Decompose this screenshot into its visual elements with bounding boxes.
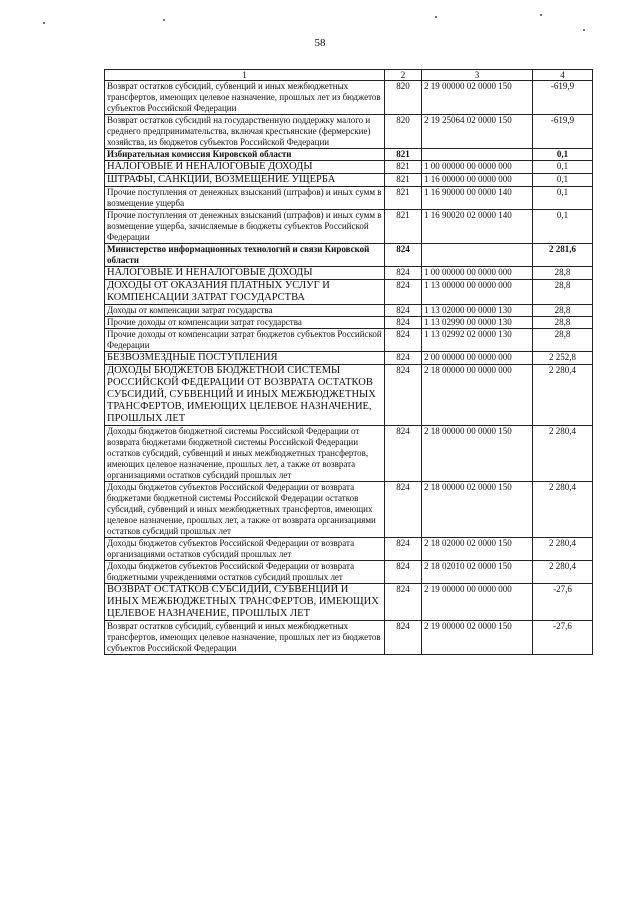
table-row	[105, 561, 593, 584]
row-name-cell: ДОХОДЫ БЮДЖЕТОВ БЮДЖЕТНОЙ СИСТЕМЫ РОССИЙСКОЙ ФЕДЕРАЦИИ ОТ ВОЗВРАТА ОСТАТКОВ СУБСИДИЙ, СУБВЕНЦИЙ И ИНЫХ МЕЖБЮДЖЕТНЫХ ТРАНСФЕРТОВ, ИМЕЮЩИХ ЦЕЛЕВОЕ НАЗНАЧЕНИЕ, ПРОШЛЫХ ЛЕТ	[105, 365, 385, 426]
row-name-cell: НАЛОГОВЫЕ И НЕНАЛОГОВЫЕ ДОХОДЫ	[105, 161, 385, 174]
table-row	[105, 538, 593, 561]
table-row	[105, 161, 593, 174]
row-amount-cell: 2 280,4	[533, 426, 593, 482]
row-name-cell: Доходы бюджетов субъектов Российской Федерации от возврата бюджетными учреждениями остатков субсидий прошлых лет	[105, 561, 385, 584]
row-classifier-code-cell: 2 18 02010 02 0000 150	[422, 561, 533, 584]
row-name-cell: Прочие поступления от денежных взысканий (штрафов) и иных сумм в возмещение ущерба	[105, 187, 385, 210]
row-classifier-code-cell: 1 16 90000 00 0000 140	[422, 187, 533, 210]
row-amount-cell: 2 252,8	[533, 352, 593, 365]
row-name-cell: Прочие доходы от компенсации затрат государства	[105, 317, 385, 329]
table-row	[105, 365, 593, 426]
row-amount-cell: -27,6	[533, 584, 593, 621]
row-amount-cell: 0,1	[533, 210, 593, 244]
row-amount-cell: 28,8	[533, 280, 593, 305]
row-name-cell: ДОХОДЫ ОТ ОКАЗАНИЯ ПЛАТНЫХ УСЛУГ И КОМПЕНСАЦИИ ЗАТРАТ ГОСУДАРСТВА	[105, 280, 385, 305]
row-classifier-code-cell: 2 18 00000 00 0000 000	[422, 365, 533, 426]
row-classifier-code-cell: 2 00 00000 00 0000 000	[422, 352, 533, 365]
row-admin-code-cell: 820	[385, 115, 422, 149]
scan-speck	[540, 14, 542, 16]
row-name-cell: БЕЗВОЗМЕЗДНЫЕ ПОСТУПЛЕНИЯ	[105, 352, 385, 365]
row-name-cell: Возврат остатков субсидий, субвенций и иных межбюджетных трансфертов, имеющих целевое назначение, прошлых лет из бюджетов субъектов Российской Федерации	[105, 621, 385, 655]
row-admin-code-cell: 824	[385, 280, 422, 305]
page-number: 58	[314, 37, 326, 49]
table-row	[105, 174, 593, 187]
row-amount-cell: 0,1	[533, 161, 593, 174]
scan-speck	[583, 29, 585, 31]
revenue-table	[104, 69, 593, 655]
row-classifier-code-cell: 1 13 02992 02 0000 130	[422, 329, 533, 352]
row-classifier-code-cell: 1 13 00000 00 0000 000	[422, 280, 533, 305]
row-admin-code-cell: 824	[385, 426, 422, 482]
row-admin-code-cell: 824	[385, 365, 422, 426]
table-body	[105, 81, 593, 655]
row-admin-code-cell: 824	[385, 305, 422, 317]
row-classifier-code-cell: 2 18 00000 02 0000 150	[422, 482, 533, 538]
table-row	[105, 352, 593, 365]
row-admin-code-cell: 821	[385, 210, 422, 244]
row-name-cell: ВОЗВРАТ ОСТАТКОВ СУБСИДИЙ, СУБВЕНЦИЙ И ИНЫХ МЕЖБЮДЖЕТНЫХ ТРАНСФЕРТОВ, ИМЕЮЩИХ ЦЕЛЕВОЕ НАЗНАЧЕНИЕ, ПРОШЛЫХ ЛЕТ	[105, 584, 385, 621]
row-admin-code-cell: 821	[385, 187, 422, 210]
scan-speck	[163, 19, 165, 21]
column-header: 1	[105, 70, 385, 81]
row-name-cell: Возврат остатков субсидий на государственную поддержку малого и среднего предпринимательства, включая крестьянские (фермерские) хозяйства, из бюджетов субъектов Российской Федерации	[105, 115, 385, 149]
row-name-cell: Прочие доходы от компенсации затрат бюджетов субъектов Российской Федерации	[105, 329, 385, 352]
table-row	[105, 426, 593, 482]
row-amount-cell: 2 280,4	[533, 561, 593, 584]
table-row	[105, 482, 593, 538]
row-amount-cell: 2 280,4	[533, 482, 593, 538]
table-row	[105, 305, 593, 317]
row-amount-cell: -619,9	[533, 115, 593, 149]
row-amount-cell: 0,1	[533, 187, 593, 210]
row-admin-code-cell: 824	[385, 482, 422, 538]
row-classifier-code-cell: 1 16 90020 02 0000 140	[422, 210, 533, 244]
row-name-cell: Прочие поступления от денежных взысканий (штрафов) и иных сумм в возмещение ущерба, зачисляемые в бюджеты субъектов Российской Федерации	[105, 210, 385, 244]
column-header: 4	[533, 70, 593, 81]
row-admin-code-cell: 824	[385, 621, 422, 655]
table-row	[105, 81, 593, 115]
row-name-cell: Доходы бюджетов субъектов Российской Федерации от возврата организациями остатков субсидий прошлых лет	[105, 538, 385, 561]
row-name-cell: Доходы от компенсации затрат государства	[105, 305, 385, 317]
row-admin-code-cell: 821	[385, 161, 422, 174]
row-name-cell: Доходы бюджетов субъектов Российской Федерации от возврата бюджетами бюджетной системы Российской Федерации остатков субсидий, субвенций и иных межбюджетных трансфертов, имеющих целевое назначение, прошлых лет, а также от возврата организациями остатков субсидий прошлых лет	[105, 482, 385, 538]
scan-speck	[43, 22, 45, 24]
row-classifier-code-cell: 2 19 00000 00 0000 000	[422, 584, 533, 621]
row-classifier-code-cell: 1 00 00000 00 0000 000	[422, 267, 533, 280]
table-row	[105, 244, 593, 267]
row-classifier-code-cell: 2 18 02000 02 0000 150	[422, 538, 533, 561]
row-amount-cell: 2 281,6	[533, 244, 593, 267]
row-amount-cell: 28,8	[533, 305, 593, 317]
row-amount-cell: 28,8	[533, 329, 593, 352]
row-classifier-code-cell: 2 19 00000 02 0000 150	[422, 81, 533, 115]
table-row	[105, 115, 593, 149]
row-name-cell: НАЛОГОВЫЕ И НЕНАЛОГОВЫЕ ДОХОДЫ	[105, 267, 385, 280]
table-row	[105, 317, 593, 329]
row-amount-cell: -619,9	[533, 81, 593, 115]
row-classifier-code-cell: 1 00 00000 00 0000 000	[422, 161, 533, 174]
row-admin-code-cell: 821	[385, 149, 422, 161]
row-name-cell: Избирательная комиссия Кировской области	[105, 149, 385, 161]
row-admin-code-cell: 824	[385, 329, 422, 352]
row-admin-code-cell: 824	[385, 561, 422, 584]
row-name-cell: Доходы бюджетов бюджетной системы Российской Федерации от возврата бюджетами бюджетной системы Российской Федерации остатков субсидий, субвенций и иных межбюджетных трансфертов, имеющих целевое назначение, прошлых лет, а также от возврата организациями остатков субсидий прошлых лет	[105, 426, 385, 482]
row-admin-code-cell: 824	[385, 267, 422, 280]
row-amount-cell: 0,1	[533, 149, 593, 161]
row-amount-cell: 2 280,4	[533, 365, 593, 426]
row-classifier-code-cell	[422, 149, 533, 161]
row-admin-code-cell: 821	[385, 174, 422, 187]
scan-speck	[435, 16, 437, 18]
row-admin-code-cell: 824	[385, 244, 422, 267]
row-amount-cell: 28,8	[533, 267, 593, 280]
table-row	[105, 280, 593, 305]
row-name-cell: Министерство информационных технологий и связи Кировской области	[105, 244, 385, 267]
row-amount-cell: -27,6	[533, 621, 593, 655]
row-admin-code-cell: 824	[385, 352, 422, 365]
row-classifier-code-cell: 2 19 25064 02 0000 150	[422, 115, 533, 149]
row-classifier-code-cell: 2 18 00000 00 0000 150	[422, 426, 533, 482]
row-classifier-code-cell: 1 16 00000 00 0000 000	[422, 174, 533, 187]
table-row	[105, 267, 593, 280]
table-row	[105, 621, 593, 655]
table-row	[105, 210, 593, 244]
row-amount-cell: 2 280,4	[533, 538, 593, 561]
row-amount-cell: 0,1	[533, 174, 593, 187]
header-row	[105, 70, 593, 81]
row-amount-cell: 28,8	[533, 317, 593, 329]
row-classifier-code-cell: 2 19 00000 02 0000 150	[422, 621, 533, 655]
row-admin-code-cell: 824	[385, 584, 422, 621]
row-classifier-code-cell	[422, 244, 533, 267]
row-name-cell: Возврат остатков субсидий, субвенций и иных межбюджетных трансфертов, имеющих целевое назначение, прошлых лет из бюджетов субъектов Российской Федерации	[105, 81, 385, 115]
table-row	[105, 329, 593, 352]
row-classifier-code-cell: 1 13 02990 00 0000 130	[422, 317, 533, 329]
row-admin-code-cell: 820	[385, 81, 422, 115]
table-row	[105, 584, 593, 621]
row-name-cell: ШТРАФЫ, САНКЦИИ, ВОЗМЕЩЕНИЕ УЩЕРБА	[105, 174, 385, 187]
row-admin-code-cell: 824	[385, 317, 422, 329]
row-classifier-code-cell: 1 13 02000 00 0000 130	[422, 305, 533, 317]
row-admin-code-cell: 824	[385, 538, 422, 561]
table-row	[105, 149, 593, 161]
column-header: 3	[422, 70, 533, 81]
table-row	[105, 187, 593, 210]
column-header: 2	[385, 70, 422, 81]
